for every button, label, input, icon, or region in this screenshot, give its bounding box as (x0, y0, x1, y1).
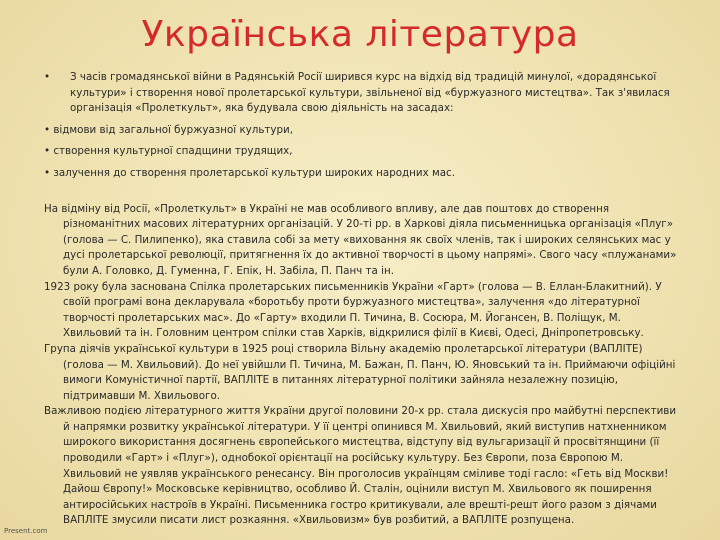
watermark-text: Present.com (4, 527, 48, 535)
paragraph-vaplite: Група діячів української культури в 1925 році створила Вільну академію пролетарської літератури (ВАПЛІТЕ) (голова — М. Хвильовий). До неї увійшли П. Тичина, М. Бажан, П. Панч, Ю. Яновський та ін. Приймаючи офіційні вимоги Комуністичної партії, ВАПЛІТЕ в питаннях літературної політики зайняла незалежну позицію, підтримавши М. Хвильового. (44, 342, 676, 402)
bullet-mark: • (44, 71, 51, 83)
intro-bullet-text: З часів громадянської війни в Радянській Росії ширився курс на відхід від традицій минулої, «дорадянської культури» і створення нової пролетарської культури, звільненої від «буржуазного мистецтва». Так з'явилася організація «Пролеткульт», яка будувала свою діяльність на засадах: (70, 71, 670, 115)
principle-item: • відмови від загальної буржуазної культури, (44, 123, 293, 136)
spacer (44, 188, 680, 202)
slide-content (44, 70, 680, 529)
slide-title: Українська література (141, 14, 579, 55)
principle-item: • залучення до створення пролетарської культури широких народних мас. (44, 166, 455, 179)
intro-bullet (44, 70, 680, 117)
paragraph-proletkult: На відміну від Росії, «Пролеткульт» в Україні не мав особливого впливу, але дав поштовх до створення різноманітних масових літературних організацій. У 20-ті pp. в Харкові діяла письменницька організація «Плуг» (голова — С. Пилипенко), яка ставила собі за мету «виховання як своїх членів, так і широких селянських мас у дусі пролетарської революції, притягнення їх до активної творчості в цьому напрямі». Свого часу «плужанами» були А. Головко, Д. Гуменна, Г. Епік, Н. Забіла, П. Панч та ін. (44, 202, 677, 277)
paragraph-discussion: Важливою подією літературного життя України другої половини 20-х pp. стала дискусія про майбутні перспективи й напрямки розвитку української літератури. У її центрі опинився М. Хвильовий, який виступив натхненником широкого використання досягнень європейського мистецтва, відступу від вульгаризації й просвітянщини (її проводили «Гарт» і «Плуг»), однобокої орієнтації на російську культуру. Без Європи, поза Європою М. Хвильовий не уявляв українського ренесансу. Він проголосив українцям сміливе тоді гасло: «Геть від Москви! Дайош Європу!» Московське керівництво, особливо Й. Сталін, оцінили виступ М. Хвильового як поширення антиросійських настроїв в Україні. Письменника гостро критикували, але врешті-решт його разом з діячами ВАПЛІТЕ змусили писати лист розкаяння. «Хвильовизм» був розбитий, а ВАПЛІТЕ розпущена. (44, 405, 677, 527)
principle-item: • створення культурної спадщини трудящих, (44, 145, 293, 158)
paragraph-hart: 1923 року була заснована Спілка пролетарських письменників України «Гарт» (голова — В. Еллан-Блакитний). У своїй програмі вона декларувала «боротьбу проти буржуазного мистецтва», залучення «до літературної творчості пролетарських мас». До «Гарту» входили П. Тичина, В. Сосюра, М. Йогансен, В. Поліщук, М. Хвильовий та ін. Головним центром спілки став Харків, відкрилися філії в Києві, Одесі, Дніпропетровську. (44, 280, 662, 340)
